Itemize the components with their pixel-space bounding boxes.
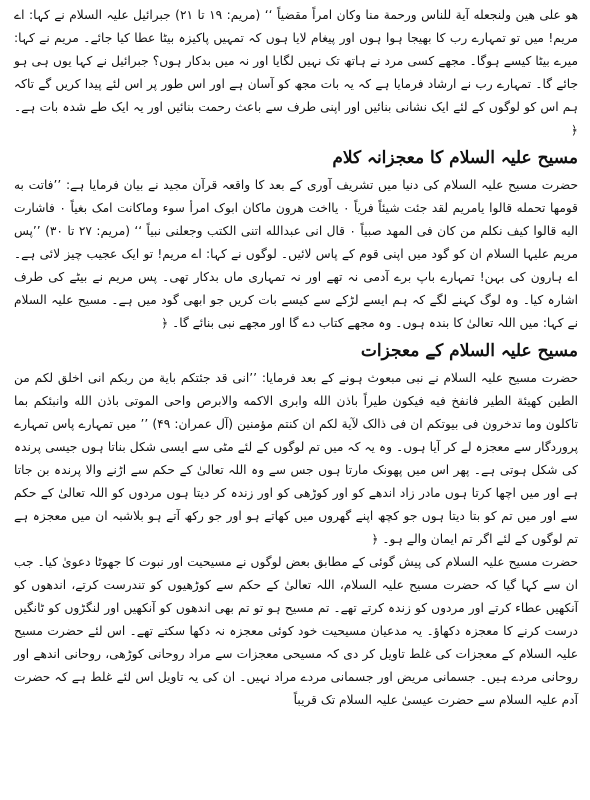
paragraph: حضرت مسیح علیہ السلام کی پیش گوئی کے مطابق بعض لوگوں نے مسیحیت اور نبوت کا جھوٹا دعویٰ کیا۔ جب ان سے کہا گیا کہ حضرت مسیح علیہ السلام، اللہ تعالیٰ کے حکم سے کوڑھیوں کو تندرست کرتے، اندھوں کو آنکھیں عطاء کرتے اور مردوں کو زندہ کرتے تھے۔ تم مسیح ہو تو تم بھی اندھوں کو آنکھیں اور لنگڑوں کو ٹانگیں درست کرنے کا معجزہ دکھاؤ۔ یہ مدعیان مسیحیت خود کوئی معجزہ نہ دکھا سکتے تھے۔ اس لئے حضرت مسیح علیہ السلام کے معجزات کی غلط تاویل کر دی کہ مسیحی معجزات سے مراد روحانی کوڑھی، روحانی اندھے اور روحانی مردے ہیں۔ جسمانی مریض اور جسمانی مردے مراد نہیں۔ ان کی یہ تاویل اس لئے غلط ہے کہ حضرت آدم علیہ السلام سے حضرت عیسیٰ علیہ السلام تک قریباً	[14, 555, 578, 707]
paragraph: هو علی هین ولنجعله آیة للناس ورحمة منا وکان امراً مقضیاً ‘‘ (مریم: ۱۹ تا ۲۱) جبرائیل علیہ السلام نے کہا: اے مریم! میں تو تمہارے رب کا بھیجا ہوا ہوں اور پیغام لایا ہوں کہ تمہیں پاکیزہ بیٹا عطا کیا جائے۔ مریم نے کہا: میرے بیٹا کیسے ہوگا۔ مجھے کسی مرد نے ہاتھ تک نہیں لگایا اور نہ میں بدکار ہوں؟ جبرائیل نے کہا یوں ہی ہو جائے گا۔ تمہارے رب نے ارشاد فرمایا ہے کہ یہ بات مجھ کو آسان ہے اور اس طور پر اس لئے پیدا کریں گے تاکہ ہم اس کو لوگوں کے لئے ایک نشانی بنائیں اور اپنی طرف سے باعث رحمت بنائیں اور یہ ایک طے شدہ بات ہے۔ ﴿	[14, 8, 579, 137]
paragraph: حضرت مسیح علیہ السلام کی دنیا میں تشریف آوری کے بعد کا واقعہ قرآن مجید نے بیان فرمایا ہے: ’’فاتت به قومها تحمله قالوا یامریم لقد جئت شیئاً فریاً ۰ یااخت هرون ماکان ابوک امرأ سوء وماکانت امک بغیاً ۰ فاشارت الیه قالوا کیف نکلم من کان فی المهد صبیاً ۰ قال انی عبدالله اتنی الکتب وجعلنی نبیاً ‘‘ (مریم: ۲۷ تا ۳۰) ’’پس مریم علیہا السلام ان کو گود میں اپنی قوم کے پاس لائیں۔ لوگوں نے کہا: اے مریم! تو ایک عجیب چیز لائی ہے۔ اے ہارون کی بہن! تمہارے باپ برے آدمی نہ تھے اور نہ تمہاری ماں بدکار تھی۔ پس مریم نے بیٹے کی طرف اشارہ کیا۔ وہ لوگ کہنے لگے کہ ہم ایسے لڑکے سے کیسے بات کریں جو ابھی گود میں ہے۔ مسیح علیہ السلام نے کہا: میں اللہ تعالیٰ کا بندہ ہوں۔ وہ مجھے کتاب دے گا اور مجھے نبی بنائے گا۔ ﴿	[14, 178, 579, 330]
section-heading: مسیح علیہ السلام کے معجزات	[360, 341, 578, 361]
paragraph: حضرت مسیح علیہ السلام نے نبی مبعوث ہونے کے بعد فرمایا: ’’انی قد جئتکم بایة من ربکم انی اخلق لکم من الطین کهیئة الطیر فانفخ فیه فیکون طیراً باذن الله وابری الاکمه والابرص واحی الموتی باذن الله وانبئکم بما تاکلون وما تدخرون فی بیوتکم ان فی ذالک لآیة لکم ان کنتم مؤمنین (آل عمران: ۴۹) ’’ میں تمہارے پاس تمہارے پروردگار سے معجزہ لے کر آیا ہوں۔ وہ یہ کہ میں تم لوگوں کے لئے مٹی سے ایسی شکل بناتا ہوں جیسی پرندہ کی شکل ہوتی ہے۔ پھر اس میں پھونک مارتا ہوں جس سے وہ اللہ تعالیٰ کے حکم سے اڑنے والا پرندہ بن جاتا ہے اور میں اچھا کرتا ہوں مادر زاد اندھے کو اور کوڑھی کو اور زندہ کر دیتا ہوں مردوں کو اللہ تعالیٰ کے حکم سے اور میں تم کو بتا دیتا ہوں جو کچھ اپنے گھروں میں کھاتے ہو اور جو رکھ آتے ہو بلاشبہ ان میں معجزہ ہے تم لوگوں کے لئے اگر تم ایمان والے ہو۔ ﴿	[14, 371, 578, 546]
section-heading: مسیح علیہ السلام کا معجزانہ کلام	[332, 148, 578, 168]
